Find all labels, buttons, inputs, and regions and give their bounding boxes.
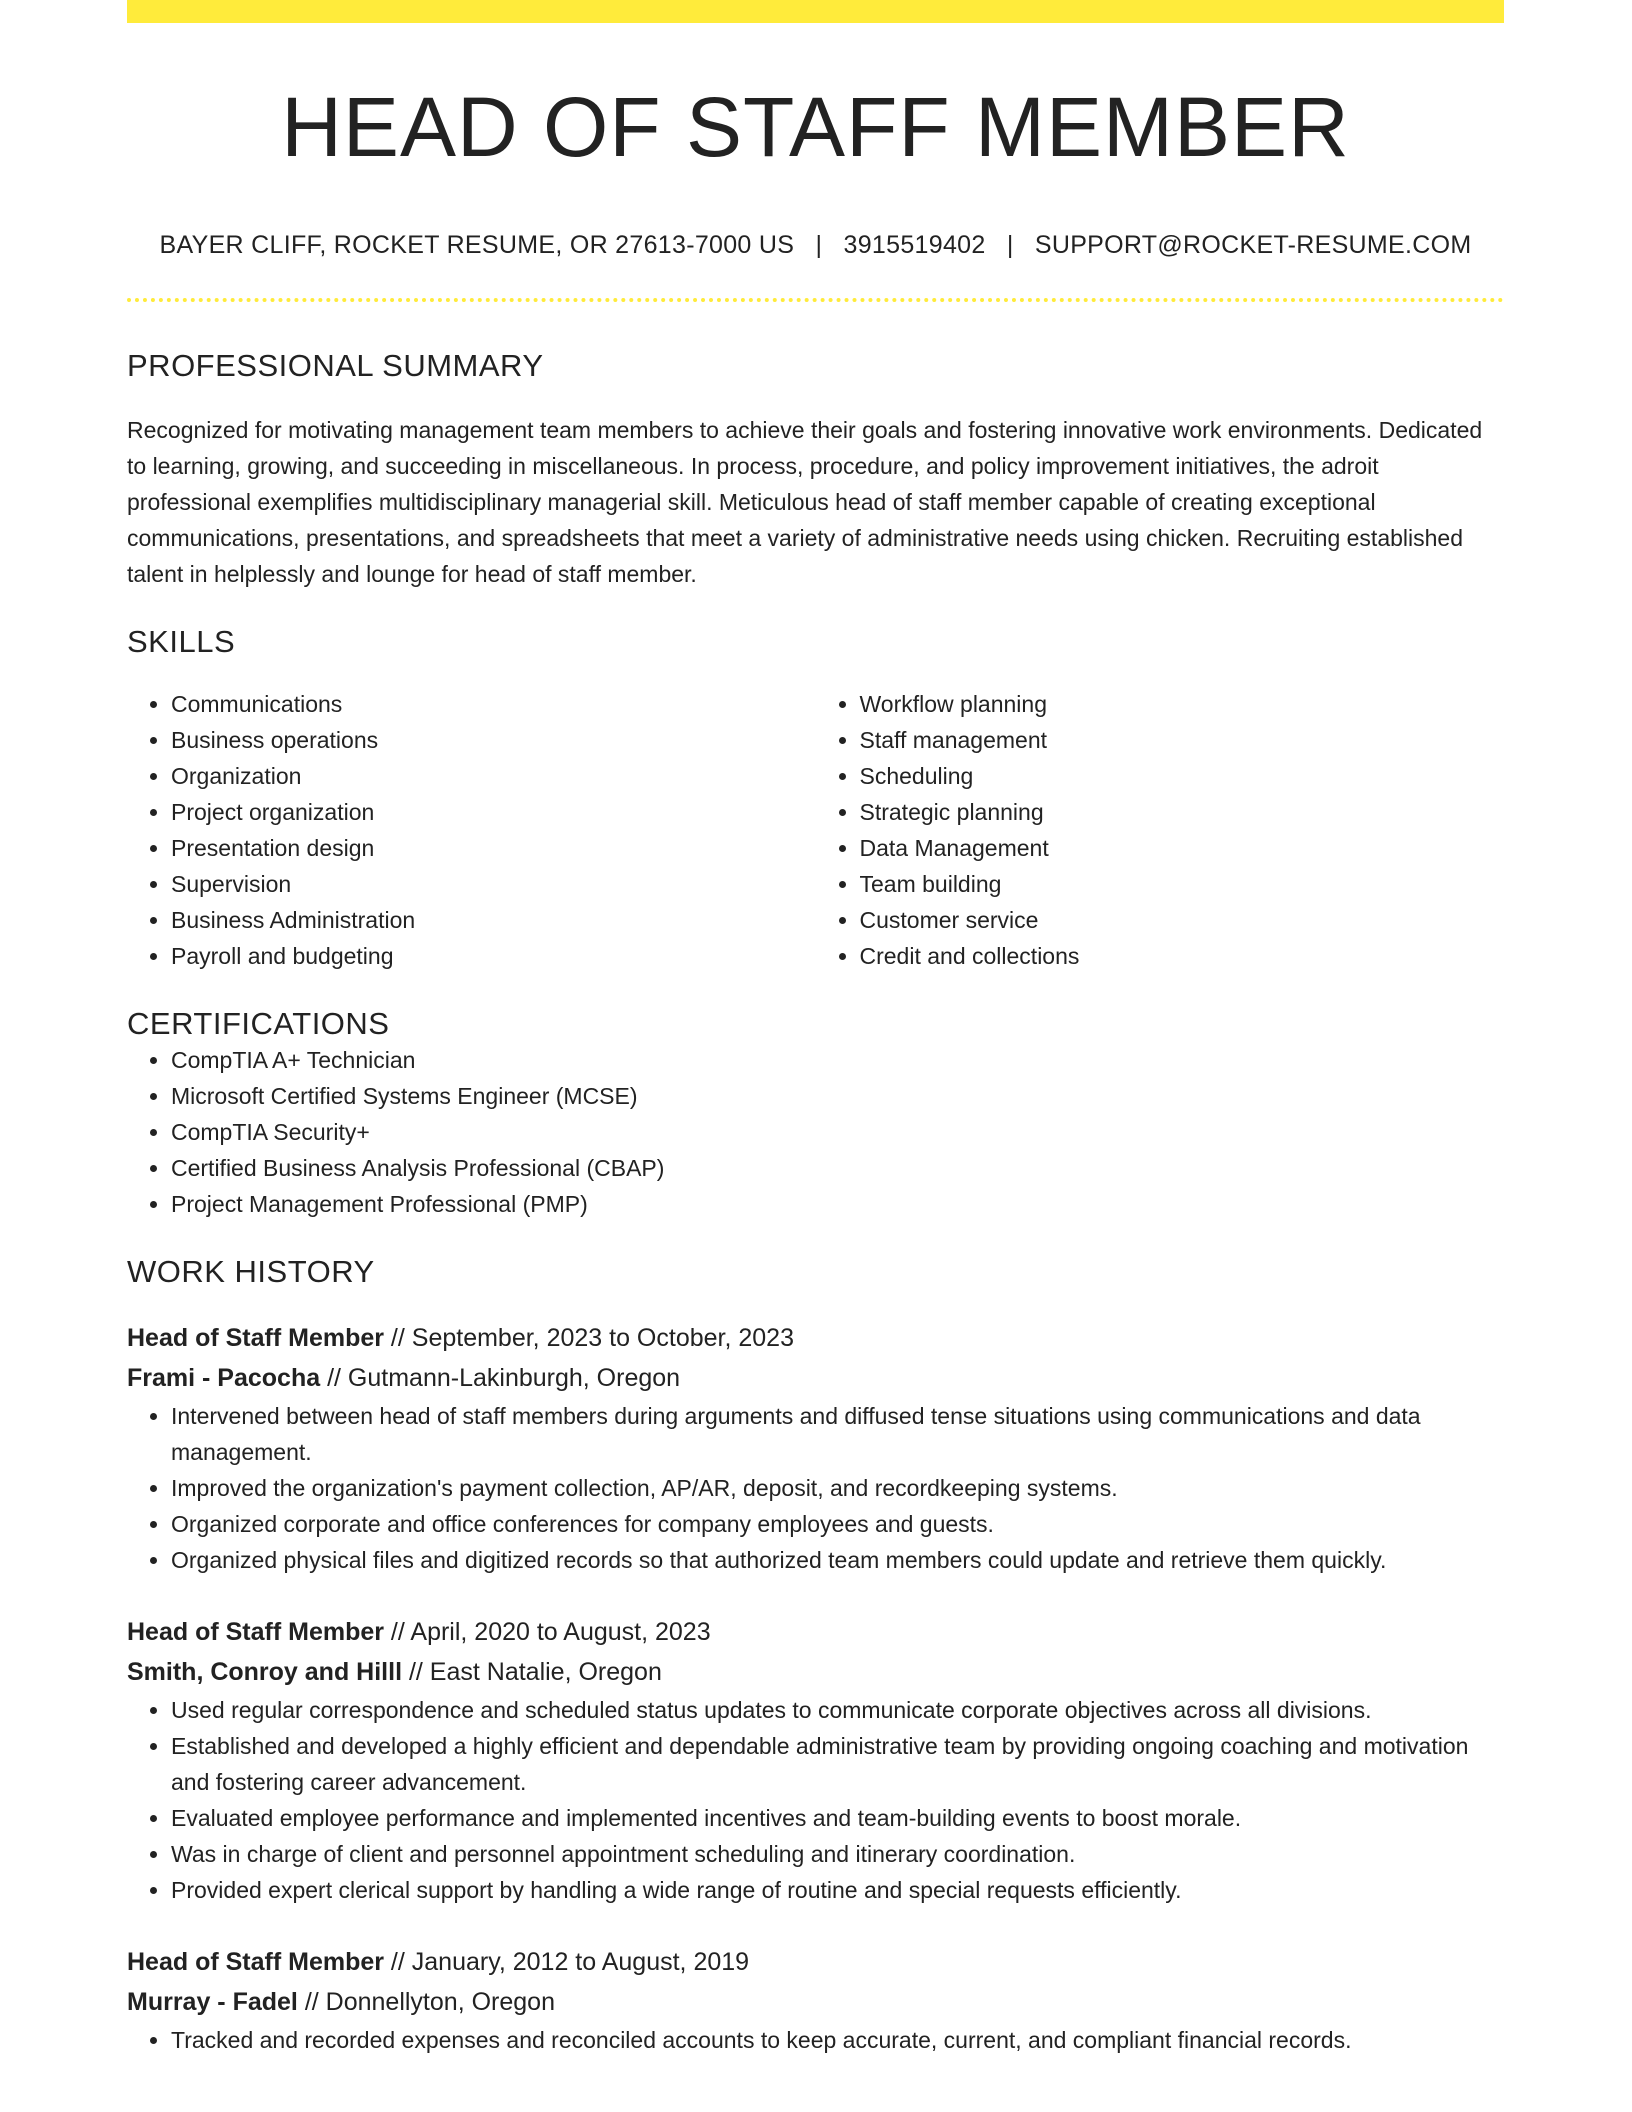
contact-separator: | bbox=[1006, 231, 1014, 260]
section-title-skills: SKILLS bbox=[127, 624, 236, 660]
job-bullet: • Evaluated employee performance and implemented incentives and team-building events to boost morale. bbox=[171, 1800, 1504, 1836]
job-entry bbox=[127, 1612, 1504, 1908]
summary-text: Recognized for motivating management team members to achieve their goals and fostering innovative work environments. Dedicated to learning, growing, and succeeding in miscellaneous. In process, procedure, and policy improvement initiatives, the adroit professional exemplifies multidisciplinary managerial skill. Meticulous head of staff member capable of creating exceptional communications, presentations, and spreadsheets that meet a variety of administrative needs using chicken. Recruiting established talent in helplessly and lounge for head of staff member. bbox=[127, 417, 1483, 588]
skill-item: • Workflow planning bbox=[860, 686, 1505, 722]
job-role: Head of Staff Member bbox=[127, 1948, 384, 1977]
job-location: // Donnellyton, Oregon bbox=[297, 1988, 555, 2017]
certification-item: • Certified Business Analysis Professional (CBAP) bbox=[171, 1150, 1504, 1186]
skill-item: • Business operations bbox=[171, 722, 816, 758]
header-divider bbox=[127, 298, 1504, 302]
job-location: // East Natalie, Oregon bbox=[402, 1658, 662, 1687]
candidate-name: HEAD OF STAFF MEMBER bbox=[281, 80, 1350, 174]
job-entry bbox=[127, 1318, 1504, 1578]
job-role: Head of Staff Member bbox=[127, 1324, 384, 1353]
summary-section bbox=[127, 348, 1504, 592]
skills-list-left bbox=[127, 686, 816, 974]
job-bullets bbox=[127, 2022, 1504, 2058]
work-history-section bbox=[127, 1254, 1504, 2058]
skill-item: • Data Management bbox=[860, 830, 1505, 866]
job-role-line bbox=[127, 1612, 1504, 1652]
section-title-work-history: WORK HISTORY bbox=[127, 1254, 375, 1290]
job-bullet: • Intervened between head of staff members during arguments and diffused tense situations using communications and data management. bbox=[171, 1398, 1504, 1470]
certification-item: • Microsoft Certified Systems Engineer (MCSE) bbox=[171, 1078, 1504, 1114]
job-bullet: • Organized physical files and digitized records so that authorized team members could update and retrieve them quickly. bbox=[171, 1542, 1504, 1578]
skills-list-right bbox=[816, 686, 1505, 974]
skill-item: • Presentation design bbox=[171, 830, 816, 866]
job-location: // Gutmann-Lakinburgh, Oregon bbox=[320, 1364, 681, 1393]
job-bullets bbox=[127, 1398, 1504, 1578]
skill-item: • Supervision bbox=[171, 866, 816, 902]
skill-item: • Team building bbox=[860, 866, 1505, 902]
skill-item: • Organization bbox=[171, 758, 816, 794]
job-bullet: • Was in charge of client and personnel appointment scheduling and itinerary coordination. bbox=[171, 1836, 1504, 1872]
job-company: Frami - Pacocha bbox=[127, 1364, 321, 1393]
job-bullet: • Improved the organization's payment collection, AP/AR, deposit, and recordkeeping systems. bbox=[171, 1470, 1504, 1506]
contact-phone[interactable]: 3915519402 bbox=[843, 231, 986, 260]
job-dates: // April, 2020 to August, 2023 bbox=[383, 1618, 711, 1647]
contact-email[interactable]: SUPPORT@ROCKET-RESUME.COM bbox=[1034, 231, 1472, 260]
job-entry bbox=[127, 1942, 1504, 2058]
skills-section bbox=[127, 624, 1504, 974]
job-dates: // January, 2012 to August, 2019 bbox=[383, 1948, 750, 1977]
job-company-line bbox=[127, 1982, 1504, 2022]
skill-item: • Credit and collections bbox=[860, 938, 1505, 974]
accent-top-bar bbox=[127, 0, 1504, 23]
skill-item: • Project organization bbox=[171, 794, 816, 830]
certification-item: • Project Management Professional (PMP) bbox=[171, 1186, 1504, 1222]
certification-item: • CompTIA A+ Technician bbox=[171, 1042, 1504, 1078]
skill-item: • Scheduling bbox=[860, 758, 1505, 794]
job-role-line bbox=[127, 1942, 1504, 1982]
job-company-line bbox=[127, 1358, 1504, 1398]
job-bullet: • Provided expert clerical support by handling a wide range of routine and special requests efficiently. bbox=[171, 1872, 1504, 1908]
job-dates: // September, 2023 to October, 2023 bbox=[383, 1324, 794, 1353]
job-bullets bbox=[127, 1692, 1504, 1908]
skill-item: • Staff management bbox=[860, 722, 1505, 758]
job-bullet: • Organized corporate and office conferences for company employees and guests. bbox=[171, 1506, 1504, 1542]
skills-columns bbox=[127, 686, 1504, 974]
job-bullet: • Tracked and recorded expenses and reconciled accounts to keep accurate, current, and compliant financial records. bbox=[171, 2022, 1504, 2058]
job-role-line bbox=[127, 1318, 1504, 1358]
skill-item: • Customer service bbox=[860, 902, 1505, 938]
section-title-certifications: CERTIFICATIONS bbox=[127, 1006, 390, 1042]
contact-address: BAYER CLIFF, ROCKET RESUME, OR 27613-7000 US bbox=[159, 231, 795, 260]
job-bullet: • Established and developed a highly efficient and dependable administrative team by providing ongoing coaching and motivation and fostering career advancement. bbox=[171, 1728, 1504, 1800]
contact-line bbox=[127, 231, 1504, 260]
job-company: Smith, Conroy and Hilll bbox=[127, 1658, 403, 1687]
job-company: Murray - Fadel bbox=[127, 1988, 298, 2017]
skill-item: • Business Administration bbox=[171, 902, 816, 938]
resume-page bbox=[127, 0, 1504, 2058]
job-bullet: • Used regular correspondence and scheduled status updates to communicate corporate objectives across all divisions. bbox=[171, 1692, 1504, 1728]
skill-item: • Strategic planning bbox=[860, 794, 1505, 830]
certification-item: • CompTIA Security+ bbox=[171, 1114, 1504, 1150]
job-role: Head of Staff Member bbox=[127, 1618, 384, 1647]
section-title-summary: PROFESSIONAL SUMMARY bbox=[127, 348, 544, 384]
skill-item: • Communications bbox=[171, 686, 816, 722]
certifications-list bbox=[127, 1042, 1504, 1222]
skill-item: • Payroll and budgeting bbox=[171, 938, 816, 974]
contact-separator: | bbox=[815, 231, 823, 260]
job-company-line bbox=[127, 1652, 1504, 1692]
certifications-section bbox=[127, 1006, 1504, 1222]
